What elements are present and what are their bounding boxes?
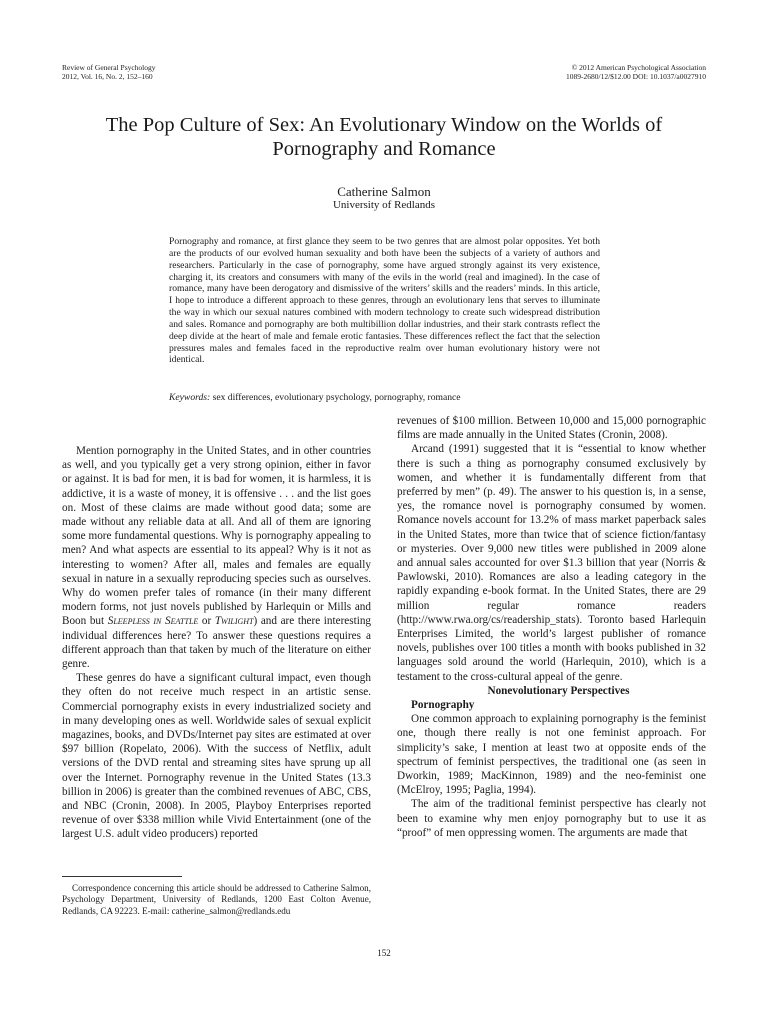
footnote-text: Correspondence concerning this article should be addressed to Catherine Salmon, Psychology Department, University of Redlands, 1200 East Colton Avenue, Redlands, CA 92223. E-mail: catherine_salmon@redlands.edu <box>62 883 371 916</box>
journal-volume: 2012, Vol. 16, No. 2, 152–160 <box>62 72 153 81</box>
body-paragraph: Arcand (1991) suggested that it is “essential to know whether there is such a thing as pornography consumed exclusively by women, and whether it is fundamentally different from that preferred by men” (p. 49). The answer to his question is, in a sense, yes, the romance novel is pornography consumed by women. Romance novels account for 13.2% of mass market paperback sales in the United States, more than twice that of science fiction/fantasy or mysteries. Over 9,000 new titles were published in 2009 alone and annual sales accounted for over $1.3 billion that year (Norris & Pawlowski, 2010). Romances are also a leading category in the rapidly expanding e-book format. In the United States, there are 29 million regular romance readers (http://www.rwa.org/cs/readership_stats). Toronto based Harlequin Enterprises Limited, the world’s largest publisher of romance novels, publishes over 100 titles a month with books published in 32 languages sold around the world (Harlequin, 2010), which is a testament to the cross-cultural appeal of the genre. <box>397 443 706 683</box>
author-affiliation: University of Redlands <box>332 199 436 211</box>
keywords-label: Keywords: <box>169 392 211 403</box>
body-paragraph: The aim of the traditional feminist perspective has clearly not been to examine why men enjoy pornography but to use it as “proof” of men oppressing women. The arguments are made that <box>397 798 706 839</box>
body-paragraph: Mention pornography in the United States, and in other countries as well, and you typically get a very strong opinion, either in favor or against. It is bad for men, it is bad for women, it is harmless, it is addictive, it is a waste of money, it is offensive . . . and the list goes on. Most of these claims are made without good data; some are made without any reliable data at all. And all of them are ignoring some more fundamental questions. Why is pornography appealing to men? And what aspects are essential to its appeal? Why is it not as interesting to women? After all, males and females are equally sexual in nature in a sexually reproducing species such as ourselves. Why do women prefer tales of romance (in their many different modern forms, not just novels published by Harlequin or Mills and Boon but Sleepless in Seattle or Twilight) and are there interesting individual differences here? To answer these questions requires a different approach than that taken by much of the literature on either genre. <box>62 445 372 671</box>
right-column <box>397 414 706 840</box>
body-paragraph: These genres do have a significant cultural impact, even though they often do not receive much respect in an artistic sense. Commercial pornography exists in every industrialized society and in many developing ones as well. Worldwide sales of sexual explicit magazines, books, and DVDs/Internet pay sites are estimated at over $97 billion (Ropelato, 2006). With the success of Netflix, adult versions of the DVD rental and streaming sites have sprung up all over the Internet. Pornography revenue in the United States (13.3 billion in 2006) is greater than the combined revenues of ABC, CBS, and NBC (Cronin, 2008). In 2005, Playboy Enterprises reported revenue of over $338 million while Vivid Entertainment (one of the largest U.S. adult video producers) reported <box>62 672 371 841</box>
journal-name: Review of General Psychology <box>62 63 156 72</box>
body-paragraph: revenues of $100 million. Between 10,000 and 15,000 pornographic films are made annually in the United States (Cronin, 2008). <box>397 415 706 442</box>
correspondence-footnote <box>62 883 371 917</box>
article-title: The Pop Culture of Sex: An Evolutionary Window on the Worlds of Pornography and Romance <box>105 114 663 160</box>
film-title: Twilight <box>214 615 254 628</box>
section-heading: Nonevolutionary Perspectives <box>487 684 630 697</box>
left-column <box>62 444 371 842</box>
subsection-heading: Pornography <box>411 699 475 712</box>
author-name: Catherine Salmon <box>337 184 431 199</box>
body-paragraph: One common approach to explaining pornography is the feminist one, though there really is not one feminist approach. For simplicity’s sake, I mention at least two at opposite ends of the spectrum of feminist perspectives, the traditional one (as seen in Dworkin, 1989; MacKinnon, 1989) and the neo-feminist one (McElroy, 1995; Paglia, 1994). <box>397 713 706 797</box>
doi-line: 1089-2680/12/$12.00 DOI: 10.1037/a0027910 <box>566 72 706 81</box>
footnote-divider <box>62 876 182 877</box>
film-title: Sleepless in Seattle <box>107 615 199 628</box>
keywords-text: sex differences, evolutionary psychology, pornography, romance <box>212 392 461 403</box>
copyright-notice: © 2012 American Psychological Association <box>571 63 706 72</box>
keywords <box>169 392 600 404</box>
page-number: 152 <box>377 948 391 958</box>
running-header-right <box>566 63 706 81</box>
abstract: Pornography and romance, at first glance they seem to be two genres that are almost polar opposites. Yet both are the products of our evolved human sexuality and both have been the subjects of a variety of authors and researchers. Particularly in the case of pornography, some have argued strongly against its very existence, charging it, its creators and consumers with many of the evils in the world (real and imagined). In the case of romance, many have been derogatory and dismissive of the writers’ skills and the readers’ minds. In this article, I hope to introduce a different approach to these genres, through an evolutionary lens that serves to illuminate the way in which our sexual natures combined with modern technology to create such widespread distribution and sales. Romance and pornography are both multibillion dollar industries, and their stark contrasts reflect the deep divide at the heart of male and female erotic fantasies. These differences reflect the fact that the selection pressures males and females faced in the reproductive realm over human evolutionary history were not identical. <box>169 236 600 366</box>
running-header-left <box>62 63 156 81</box>
